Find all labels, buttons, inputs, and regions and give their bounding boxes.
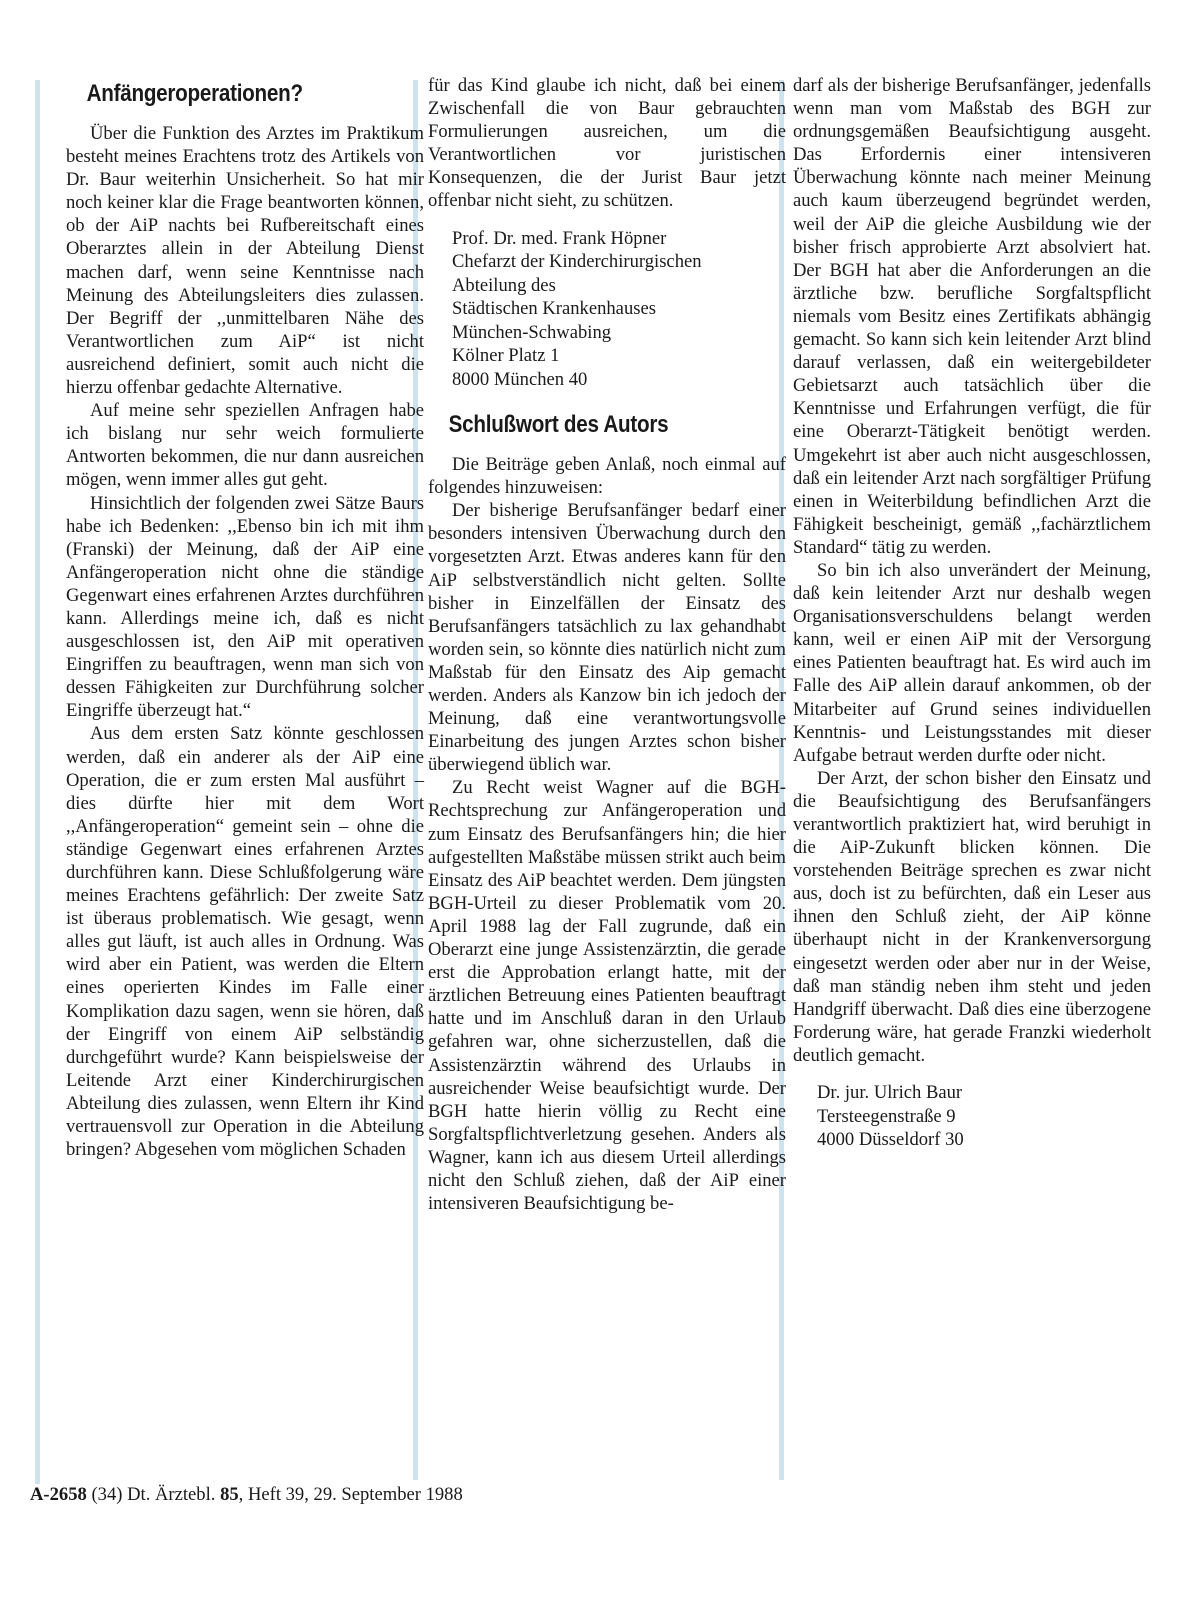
column-rule-left (35, 80, 40, 1484)
signature-line: Tersteegenstraße 9 (817, 1105, 956, 1127)
signature-line: 8000 München 40 (452, 368, 588, 390)
paragraph: Hinsichtlich der folgenden zwei Sätze Baurs habe ich Bedenken: ,,Ebenso bin ich mit ihm (Franski) der Meinung, daß der AiP eine Anfängeroperation nicht ohne die ständige Gegenwart eines erfahrenen Arztes durchführen kann. Allerdings meine ich, daß es nicht ausgeschlossen ist, den AiP mit operativen Eingriffen zu beauftragen, wenn man sich von dessen Fähigkeiten zur Durchführung solcher Eingriffe überzeugt hat.“ (66, 492, 424, 722)
journal-name: Dt. Ärztebl. (127, 1484, 216, 1505)
paragraph-continued: für das Kind glaube ich nicht, daß bei einem Zwischenfall die von Baur gebrauchten Formulierungen ausreichen, um die Verantwortlichen vor juristischen Konsequenzen, die der Jurist Baur jetzt offenbar nicht sieht, zu schützen. (428, 75, 786, 212)
page-number: A-2658 (30, 1484, 87, 1505)
paragraph: Auf meine sehr speziellen Anfragen habe ich bislang nur sehr weich formulierte Antworten bekommen, die nur dann ausreichen mögen, wenn immer alles gut geht. (66, 400, 424, 491)
paragraph: So bin ich also unverändert der Meinung, daß kein leitender Arzt nur deshalb wegen Organisationsverschuldens belangt werden kann, weil er einen AiP mit der Versorgung eines Patienten beauftragt hat. Es wird auch im Falle des AiP allein darauf ankommen, ob der Mitarbeiter auf Grund seines individuellen Kenntnis- und Leistungsstandes mit dieser Aufgabe betraut werden durfte oder nicht. (793, 559, 1151, 766)
paragraph: Zu Recht weist Wagner auf die BGH-Rechtsprechung zur Anfängeroperation und zum Einsatz des Berufsanfängers hin; die hier aufgestellten Maßstäbe müssen strikt auch beim Einsatz des AiP beachtet werden. Dem jüngsten BGH-Urteil zu dieser Problematik vom 20. April 1988 lag der Fall zugrunde, daß ein Oberarzt eine junge Assistenzärztin, die gerade erst die Approbation erlangt hatte, mit der ärztlichen Betreuung eines Patienten beauftragt hatte und im Anschluß daran in den Urlaub gefahren war, ohne sicherzustellen, daß die Assistenzärztin während des Urlaubs in ausreichender Weise beaufsichtigt wurde. Der BGH hatte hierin völlig zu Recht eine Sorgfaltspflichtverletzung gesehen. Anders als Wagner, kann ich aus diesem Urteil allerdings nicht den Schluß ziehen, daß der AiP einer intensiveren Beaufsichtigung be- (428, 777, 786, 1215)
column-right (793, 74, 1151, 1152)
page-footer (30, 1484, 463, 1506)
paragraph: Aus dem ersten Satz könnte geschlossen werden, daß ein anderer als der AiP eine Operation, die er zum ersten Mal ausführt – dies dürfte hier mit dem Wort ,,Anfängeroperation“ gemeint sein – ohne die ständige Gegenwart eines erfahrenen Arztes durchführen kann. Diese Schlußfolgerung wäre meines Erachtens gefährlich: Der zweite Satz ist überaus problematisch. Wie gesagt, wenn alles gut läuft, ist auch alles in Ordnung. Was wird aber ein Patient, was werden die Eltern eines operierten Kindes im Falle einer Komplikation dazu sagen, wenn sie hören, daß der Eingriff von einem AiP selbständig durchgeführt wurde? Kann beispielsweise der Leitende Arzt einer Kinderchirurgischen Abteilung dies zulassen, wenn Eltern ihr Kind vertrauensvoll zur Operation in die Abteilung bringen? Abgesehen vom möglichen Schaden (66, 723, 424, 1161)
column-middle (428, 74, 786, 1215)
issue-date: , Heft 39, 29. September 1988 (238, 1484, 463, 1505)
signature-line: Prof. Dr. med. Frank Höpner (452, 227, 667, 249)
reply-heading: Schlußwort des Autors (448, 411, 669, 439)
author-signature (817, 1081, 1151, 1152)
signature-line: München-Schwabing (452, 321, 612, 343)
paragraph: Der Arzt, der schon bisher den Einsatz und die Beaufsichtigung des Berufsanfängers verantwortlich praktiziert hat, wird beruhigt in die AiP-Zukunft blicken können. Die vorstehenden Beiträge sprechen es zwar nicht aus, doch ist zu befürchten, daß ein Leser aus ihnen den Schluß zieht, der AiP könne überhaupt nicht in der Krankenversorgung eingesetzt werden oder aber nur in der Weise, daß man ständig neben ihm steht und jeden Handgriff überwacht. Daß dies eine überzogene Forderung wäre, hat gerade Franzki wiederholt deutlich gemacht. (793, 767, 1151, 1066)
paragraph: Über die Funktion des Arztes im Praktikum besteht meines Erachtens trotz des Artikels von Dr. Baur weiterhin Unsicherheit. So hat mir noch keiner klar die Frage beantworten können, ob der AiP nachts bei Rufbereitschaft eines Oberarztes allein in der Abteilung Dienst machen darf, wenn seine Kenntnisse nach Meinung des Abteilungsleiters dies zulassen. Der Begriff der ,,unmittelbaren Nähe des Verantwortlichen zum AiP“ ist nicht ausreichend definiert, somit auch nicht die hierzu offenbar gedachte Alternative. (66, 123, 424, 399)
letter-heading: Anfängeroperationen? (86, 80, 303, 107)
letter-signature (452, 227, 786, 392)
signature-line: Abteilung des (452, 274, 556, 296)
column-left (66, 74, 424, 1161)
signature-line: Kölner Platz 1 (452, 345, 560, 367)
signature-line: Chefarzt der Kinderchirurgischen (452, 251, 702, 273)
signature-line: Städtischen Krankenhauses (452, 298, 656, 320)
paragraph-continued: darf als der bisherige Berufsanfänger, jedenfalls wenn man vom Maßstab des BGH zur ordnungsgemäßen Beaufsichtigung ausgeht. Das Erfordernis einer intensiveren Überwachung könnte nach meiner Meinung auch kaum überzeugend begründet werden, weil der AiP die gleiche Ausbildung wie der bisher frisch approbierte Arzt absolviert hat. Der BGH hat aber die Anforderungen an die ärztliche bzw. berufliche Sorgfaltspflicht niemals vom Besitz eines Zertifikats abhängig gemacht. So kann sich kein leitender Arzt blind darauf verlassen, daß ein weitergebildeter Gebietsarzt auch tatsächlich über die Kenntnisse und Erfahrungen verfügt, die für eine Oberarzt-Tätigkeit benötigt werden. Umgekehrt ist aber auch nicht ausgeschlossen, daß ein leitender Arzt nach sorgfältiger Prüfung einen in Weiterbildung befindlichen Arzt die Fähigkeit bescheinigt, gemäß ,,fachärztlichem Standard“ tätig zu werden. (793, 75, 1151, 558)
volume-number: 85 (220, 1484, 239, 1505)
signature-line: 4000 Düsseldorf 30 (817, 1129, 964, 1151)
paragraph: Die Beiträge geben Anlaß, noch einmal auf folgendes hinzuweisen: (428, 454, 786, 499)
signature-line: Dr. jur. Ulrich Baur (817, 1082, 963, 1104)
page-index: (34) (91, 1484, 123, 1505)
paragraph: Der bisherige Berufsanfänger bedarf einer besonders intensiven Überwachung durch den vorgesetzten Arzt. Etwas anderes kann für den AiP selbstverständlich nicht gelten. Sollte bisher in Einzelfällen der Einsatz des Berufsanfängers tatsächlich zu lax gehandhabt worden sein, so könnte dies natürlich nicht zum Maßstab für den Einsatz des Aip gemacht werden. Anders als Kanzow bin ich jedoch der Meinung, daß eine verantwortungsvolle Einarbeitung des jungen Arztes schon bisher überwiegend üblich war. (428, 500, 786, 776)
